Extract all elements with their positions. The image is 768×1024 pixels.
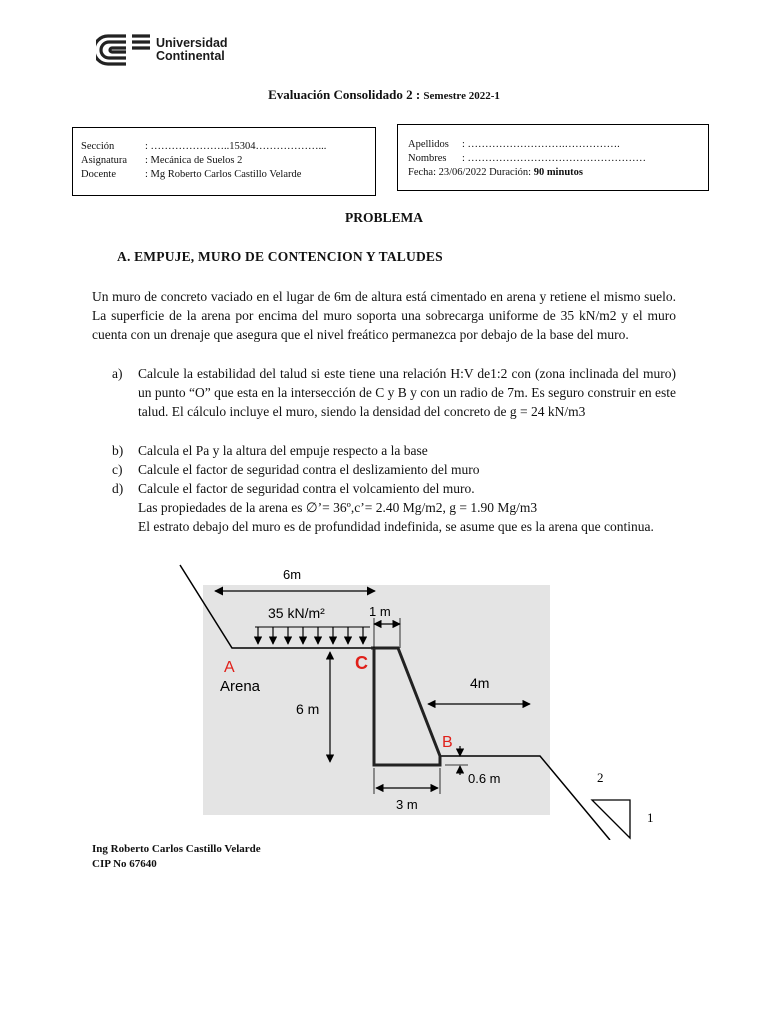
logo-text [156,37,228,63]
list-item-d [112,479,676,498]
nombres-label: Nombres [408,153,447,164]
arena-label: Arena [220,678,261,695]
dim-1m-label: 1 m [369,604,391,619]
retaining-wall-outline [371,648,440,765]
dim-6m-vertical-label: 6 m [296,701,320,717]
list-item-a [112,364,676,440]
course-info-box [72,127,376,196]
section-heading: A. EMPUJE, MURO DE CONTENCION Y TALUDES [117,249,443,264]
retaining-wall-diagram [170,560,670,840]
item-letter: a) [112,366,123,381]
slope-v-label: 1 [647,810,654,825]
item-text: Calcula el Pa y la altura del empuje respecto a la base [138,443,428,458]
apellidos-value: : ……………………….……………. [462,139,620,150]
point-a-label: A [224,659,235,676]
point-c-label: C [355,653,368,673]
item-letter: c) [112,462,123,477]
ground-profile-line [180,565,610,840]
item-text: Calcule el factor de seguridad contra el deslizamiento del muro [138,462,480,477]
fecha-text: Fecha: 23/06/2022 Duración: [408,167,532,178]
point-b-label: B [442,734,453,751]
seccion-value: : …………………..15304………………... [145,141,327,152]
signature-cip: CIP No 67640 [92,858,157,870]
item-text: Calcule el factor de seguridad contra el volcamiento del muro. [138,481,475,496]
item-text: Calcule la estabilidad del talud si este tiene una relación H:V de1:2 con (zona inclinada del muro) un punto “O” que esta en la intersección de C y B y con un radio de 7m. Es seguro construir en este talud. El cálculo incluye el muro, siendo la densidad del concreto de g = 24 kN/m3 [138,366,676,419]
stratum-line [112,517,676,555]
surcharge-label: 35 kN/m² [268,605,325,621]
properties-line [112,498,676,517]
logo-line-2: Continental [156,49,225,63]
problem-heading: PROBLEMA [344,210,423,225]
student-info-box [397,124,709,191]
dim-06m-label: 0.6 m [468,771,501,786]
item-letter: b) [112,443,124,458]
signature-name: Ing Roberto Carlos Castillo Velarde [92,843,261,855]
intro-paragraph: Un muro de concreto vaciado en el lugar de 6m de altura está cimentado en arena y retiene el mismo suelo. La superficie de la arena por encima del muro soporta una sobrecarga uniforme de 35 kN/m2 y el muro cuenta con un drenaje que asegura que el nivel freático permanezca por debajo de la base del muro. [92,289,676,342]
stratum-text: El estrato debajo del muro es de profundidad indefinida, se asume que es la arena que continua. [138,519,654,534]
item-letter: d) [112,481,124,496]
semester-text: Semestre 2022-1 [423,90,500,102]
docente-value: : Mg Roberto Carlos Castillo Velarde [145,169,302,180]
logo-line-1: Universidad [156,36,228,50]
asignatura-value: : Mecánica de Suelos 2 [145,155,243,166]
slope-h-label: 2 [597,770,604,785]
asignatura-label: Asignatura [81,155,128,166]
nombres-value: : …………………………………………… [462,153,647,164]
dim-6m-top-label: 6m [282,567,302,582]
dim-4m-label: 4m [470,675,490,691]
list-item-b [112,441,676,460]
list-item-c [112,460,676,479]
slope-ratio-triangle [592,800,630,838]
apellidos-label: Apellidos [408,139,449,150]
properties-text: Las propiedades de la arena es ∅’= 36º,c’= 2.40 Mg/m2, g = 1.90 Mg/m3 [138,500,538,515]
exam-title [0,87,768,103]
exam-title-text: Evaluación Consolidado 2 : [268,87,421,102]
seccion-label: Sección [81,141,115,152]
surcharge-arrows [258,627,363,644]
duracion-value: 90 minutos [533,167,583,178]
docente-label: Docente [81,169,116,180]
dim-3m-label: 3 m [396,797,418,812]
